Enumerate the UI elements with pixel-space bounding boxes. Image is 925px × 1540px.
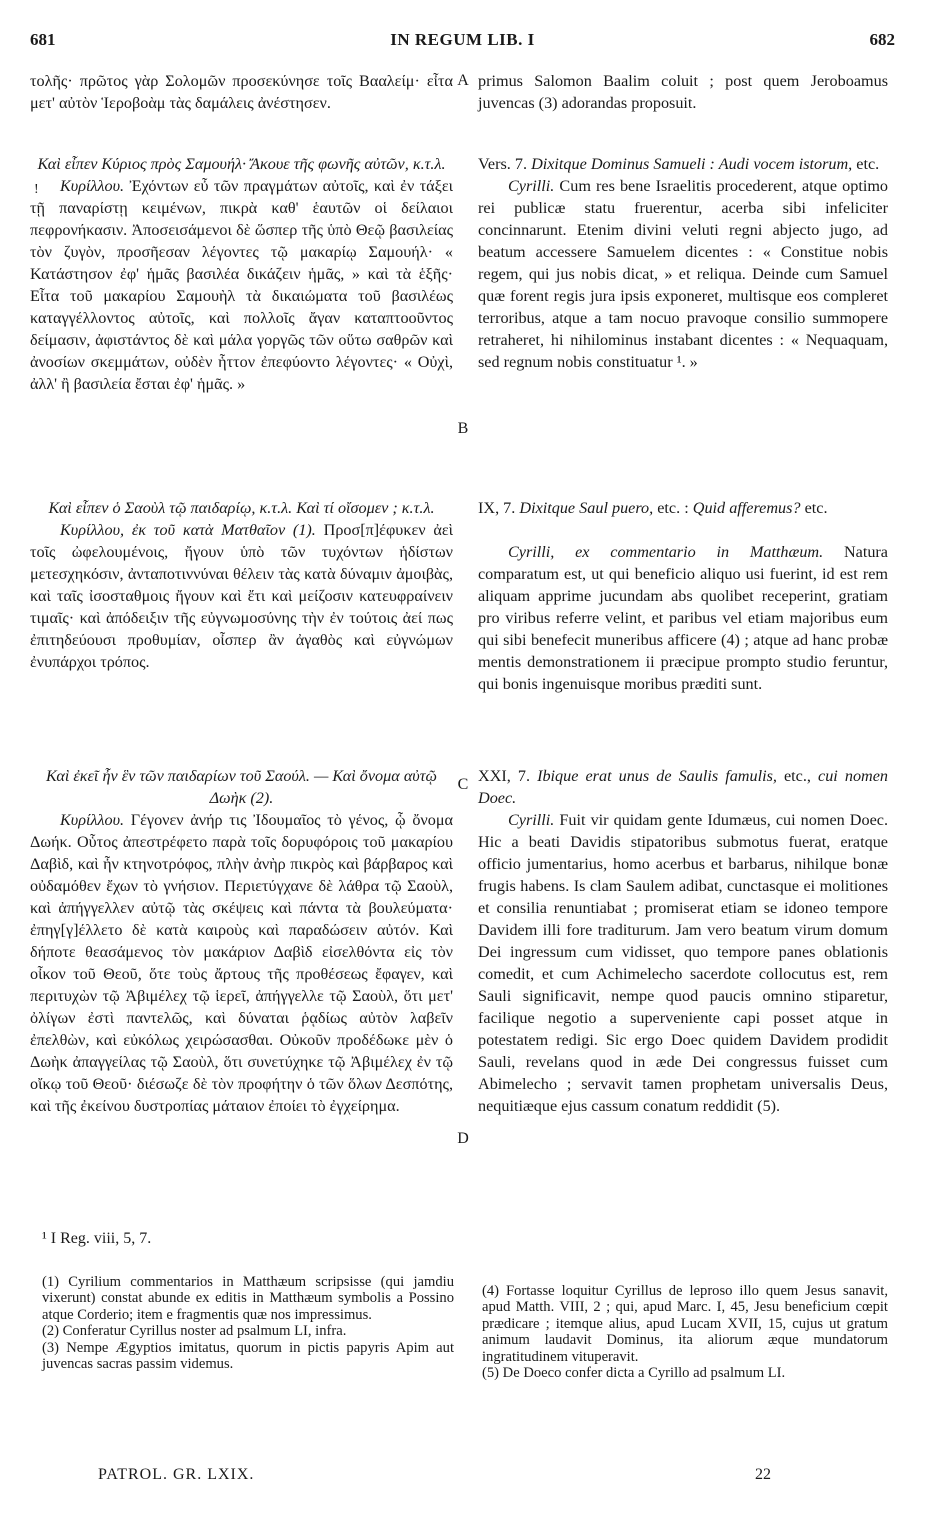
greek-heading-2: Καὶ εἶπεν ὁ Σαοὺλ τῷ παιδαρίῳ, κ.τ.λ. Καὶ τί οἴσομεν ; κ.τ.λ. — [48, 499, 435, 517]
latin-heading-3: XXI, 7. Ibique erat unus de Saulis famulis, etc., cui nomen Doec. — [478, 767, 889, 807]
greek-section-3 — [30, 765, 453, 1117]
margin-letter-c: C — [457, 776, 469, 793]
latin-heading-2: IX, 7. Dixitque Saul puero, etc. : Quid afferemus? etc. — [478, 499, 828, 517]
running-header — [30, 30, 895, 52]
volume-label: PATROL. GR. LXIX. — [98, 1466, 255, 1483]
greek-section-2 — [30, 497, 453, 673]
greek-label-1: Κυρίλλου. — [60, 177, 125, 195]
notes-left — [42, 1274, 454, 1372]
greek-paragraph-2: Κυρίλλου, ἐκ τοῦ κατὰ Ματθαῖον (1). Προσ[π]έφυκεν ἀεὶ τοῖς ὠφελουμένοις, ἤγουν ὑπὸ τῶν τυχόντων ἡδίστων μετεσχηκόσιν, ἀνταποτιννύναι θέλειν τὰς κατὰ δύναμιν ἀμοιβὰς, καὶ ταῖς ἰσοσταθμοις ἤγουν καὶ ἔτι καὶ μείζοσιν κατευφραίνειν τιμαῖς· καὶ ἀπόδειξιν τῆς εὐγνωμοσύνης τὴν ἐν τούτοις ἀεί πως ἐπιτηδεύουσι προθυμίαν, οἶσπερ ἂν ἀγαθὸς καὶ εὐγνώμων ἐνυπάρχοι τρόπος. — [30, 521, 453, 671]
greek-label-3: Κυρίλλου. — [60, 811, 125, 829]
greek-heading-3: Καὶ ἐκεῖ ἦν ἓν τῶν παιδαρίων τοῦ Σαούλ. — Καὶ ὄνομα αὐτῷ Δωὴκ (2). — [46, 767, 437, 807]
greek-label-2: Κυρίλλου, ἐκ τοῦ κατὰ Ματθαῖον (1). — [60, 521, 316, 539]
greek-heading-1: Καὶ εἶπεν Κύριος πρὸς Σαμουήλ· Ἄκουε τῆς φωνῆς αὐτῶν, κ.τ.λ. — [37, 155, 446, 173]
latin-paragraph-1: Cyrilli. Cum res bene Israelitis procederent, atque optimo rei publicæ statu fruerentur, acerba sibi infeliciter concinnarunt. Etenim divini veluti regni abjecto jugo, ad beatum accessere Samuelem dicentes : « Constitue nobis regem, qui jus nobis dicat, » et reliqua. Deinde cum Samuel quæ forent regis jura ipsis exponeret, multisque eos compleret terroribus, atque a tam nocuo pravoque consilio summopere retraheret, hi nihilominus instabant dicentes : « Nequaquam, sed regnum nobis constituatur ¹. » — [478, 177, 888, 371]
signature-mark: 22 — [755, 1466, 771, 1483]
note-2: (2) Conferatur Cyrillus noster ad psalmum LI, infra. — [42, 1323, 347, 1340]
latin-label-2: Cyrilli, ex commentario in Matthæum. — [508, 543, 824, 561]
greek-intro: τολῆς· πρῶτος γὰρ Σολομῶν προσεκύνησε τοῖς Βααλείμ· εἶτα μετ' αὐτὸν Ἱεροβοὰμ τὰς δαμάλεις ἀνέστησεν. — [30, 72, 453, 112]
latin-label-1: Cyrilli. — [508, 177, 555, 195]
text-footnote: ¹ I Reg. viii, 5, 7. — [42, 1230, 152, 1247]
latin-paragraph-2: Cyrilli, ex commentario in Matthæum. Natura comparatum est, ut qui beneficio aliquo usi fuerint, id est rem aliquam apprime jucundam abs quolibet receperint, gratiam pro viribus referre velint, et paribus vel etiam majoribus eum qui sibi benefecit muneribus afficere (4) ; atque ad hanc probæ mentis demonstrationem ii præcipue prompto studio feruntur, qui bonis ingenuisque moribus præditi sunt. — [478, 543, 888, 693]
left-page-number: 681 — [30, 30, 56, 49]
greek-paragraph-3: Κυρίλλου. Γέγονεν ἀνήρ τις Ἰδουμαῖος τὸ γένος, ᾧ ὄνομα Δωήκ. Οὗτος ἀπεστρέφετο παρὰ τοῖς δορυφόροις τοῦ μακαρίου Δαβὶδ, καὶ ἦν κτηνοτρόφος, πλὴν ἀνὴρ πικρὸς καὶ βάρβαρος καὶ οὐδαμόθεν ἔχων τὸ γνήσιον. Περιετύγχανε δὲ λάθρα τῷ Σαοὺλ, καὶ ἀπήγγελλεν αὐτῷ τὰς σκέψεις καὶ πάντα τὰ βουλεύματα· ἐπηγ[γ]έλλετο δὲ κατὰ καιροὺς καὶ παραδώσειν αὐτόν. Καὶ δήποτε θεασάμενος τὸν μακάριον Δαβὶδ εἰσελθόντα εἰς τὸν οἶκον τοῦ Θεοῦ, ὅτε τοὺς ἄρτους τῆς προθέσεως ἔφαγεν, καὶ περιτυχὼν τῷ Ἀβιμέλεχ τῷ ἱερεῖ, ἀπήγγελλε τῷ Σαοὺλ, ὅτι μετ' ὀλίγων ἐστὶ παντελῶς, καὶ δύναται ῥᾳδίως αὐτὸν λαβεῖν ἐπελθὼν, καὶ εὐκόλως χειρώσασθαι. Οὐκοῦν προδέδωκε μὲν ὁ Δωὴκ ἀπαγγείλας τῷ Σαοὺλ, ὅτι συνετύχηκε τῷ Ἀβιμέλεχ ἐν τῷ οἴκῳ τοῦ Θεοῦ· διέσωζε δὲ τὸν προφήτην ὁ τῶν ὅλων Δεσπότης, καὶ τῆς ἐκείνου δυστροπίας μάταιον ἐποίει τὸ ἐγχείρημα. — [30, 811, 454, 1115]
note-1: (1) Cyrilium commentarios in Matthæum scripsisse (qui jamdiu vixerunt) constat abunde ex editis in Matthæum symbolis a Possino atque Corderio; item e fragmentis quæ nos impressimus. — [42, 1274, 454, 1323]
latin-section-1 — [478, 153, 888, 373]
note-5: (5) De Doeco confer dicta a Cyrillo ad psalmum LI. — [482, 1365, 786, 1382]
note-3: (3) Nempe Ægyptios imitatus, quorum in pictis papyris Apim aut juvencas sacras passim videmus. — [42, 1339, 454, 1373]
notes-right — [482, 1283, 888, 1381]
latin-section-3 — [478, 765, 888, 1117]
note-4: (4) Fortasse loquitur Cyrillus de leproso illo quem Jesus sanavit, apud Matth. VIII, 2 ; qui, apud Marc. I, 45, Jesu beneficium cœpit prædicare ; itemque alius, apud Lucam XVII, 15, cujus ut gratum animum laudavit Dominus, ita aliorum æque mundatorum ingratitudinem vituperavit. — [482, 1283, 888, 1365]
right-page-number: 682 — [869, 30, 895, 49]
greek-section-1 — [30, 153, 453, 395]
greek-paragraph-1: Κυρίλλου. Ἐχόντων εὖ τῶν πραγμάτων αὐτοῖς, καὶ ἐν τάξει τῇ παναρίστῃ κειμένων, πικρὰ καθ' ἑαυτῶν οἱ δείλαιοι πεφρονήκασιν. Ἀποσεισάμενοι δὲ ὥσπερ τῆς ὑπὸ Θεῷ βασιλείας τὸν ζυγὸν, προσῆεσαν λέγοντες τῷ μακαρίῳ Σαμουήλ· « Κατάστησον ἐφ' ἡμᾶς βασιλέα δικάζειν ἡμᾶς, » καὶ τὰ ἑξῆς· Εἶτα τοῦ μακαρίου Σαμουὴλ τὰ δικαιώματα τοῦ βασιλέως καταγγέλλοντος αὐτοῖς, καὶ πολλοῖς ἄγαν καταπτοοῦντος δείμασιν, ἀφιστάντος δὲ καὶ μάλα γοργῶς τῶν οὕτω σαθρῶν καὶ ἀνοσίων σκεμμάτων, οὐδὲν ἧττον ἐπεφύοντο λέγοντες· « Οὐχὶ, ἀλλ' ἢ βασιλεία ἔσται ἐφ' ἡμᾶς. » — [30, 177, 454, 393]
margin-letter-a: A — [457, 72, 469, 89]
latin-label-3: Cyrilli. — [508, 811, 555, 829]
latin-paragraph-3: Cyrilli. Fuit vir quidam gente Idumæus, cui nomen Doec. Hic a beati Davidis stipatoribus submotus fuerat, eratque officio jumentarius, homo acerbus et barbarus, nihilque bonæ frugis habens. Is clam Saulem adibat, cunctasque ei molitiones et consilia renuntiabat ; promiserat etiam se idoneo tempore Davidem illi fore traditurum. Jam vero beatum virum domum Dei ingressum cum vidisset, quo tempore panes oblationis comedit, et cum Achimelecho sacerdote collocutus est, rem Sauli significavit, nempe quod paucis omnino stiparetur, facilique negotio a superveniente capi posset atque in potestatem redigi. Sic ergo Doec quidem Davidem prodidit Sauli, revelans quod in æde Dei congressus fuisset cum Abimelecho ; servavit tamen prophetam universalis Deus, nequitiæque ejus cassum conatum reddidit (5). — [478, 811, 889, 1115]
latin-intro: primus Salomon Baalim coluit ; post quem Jeroboamus juvencas (3) adorandas proposuit. — [478, 72, 888, 112]
margin-letter-d: D — [457, 1130, 469, 1147]
latin-heading-1: Vers. 7. Dixitque Dominus Samueli : Audi vocem istorum, etc. — [478, 155, 880, 173]
margin-letter-b: B — [457, 420, 469, 437]
latin-section-2 — [478, 497, 888, 695]
running-title: IN REGUM LIB. I — [390, 30, 535, 49]
left-margin-mark: ! — [34, 182, 39, 197]
